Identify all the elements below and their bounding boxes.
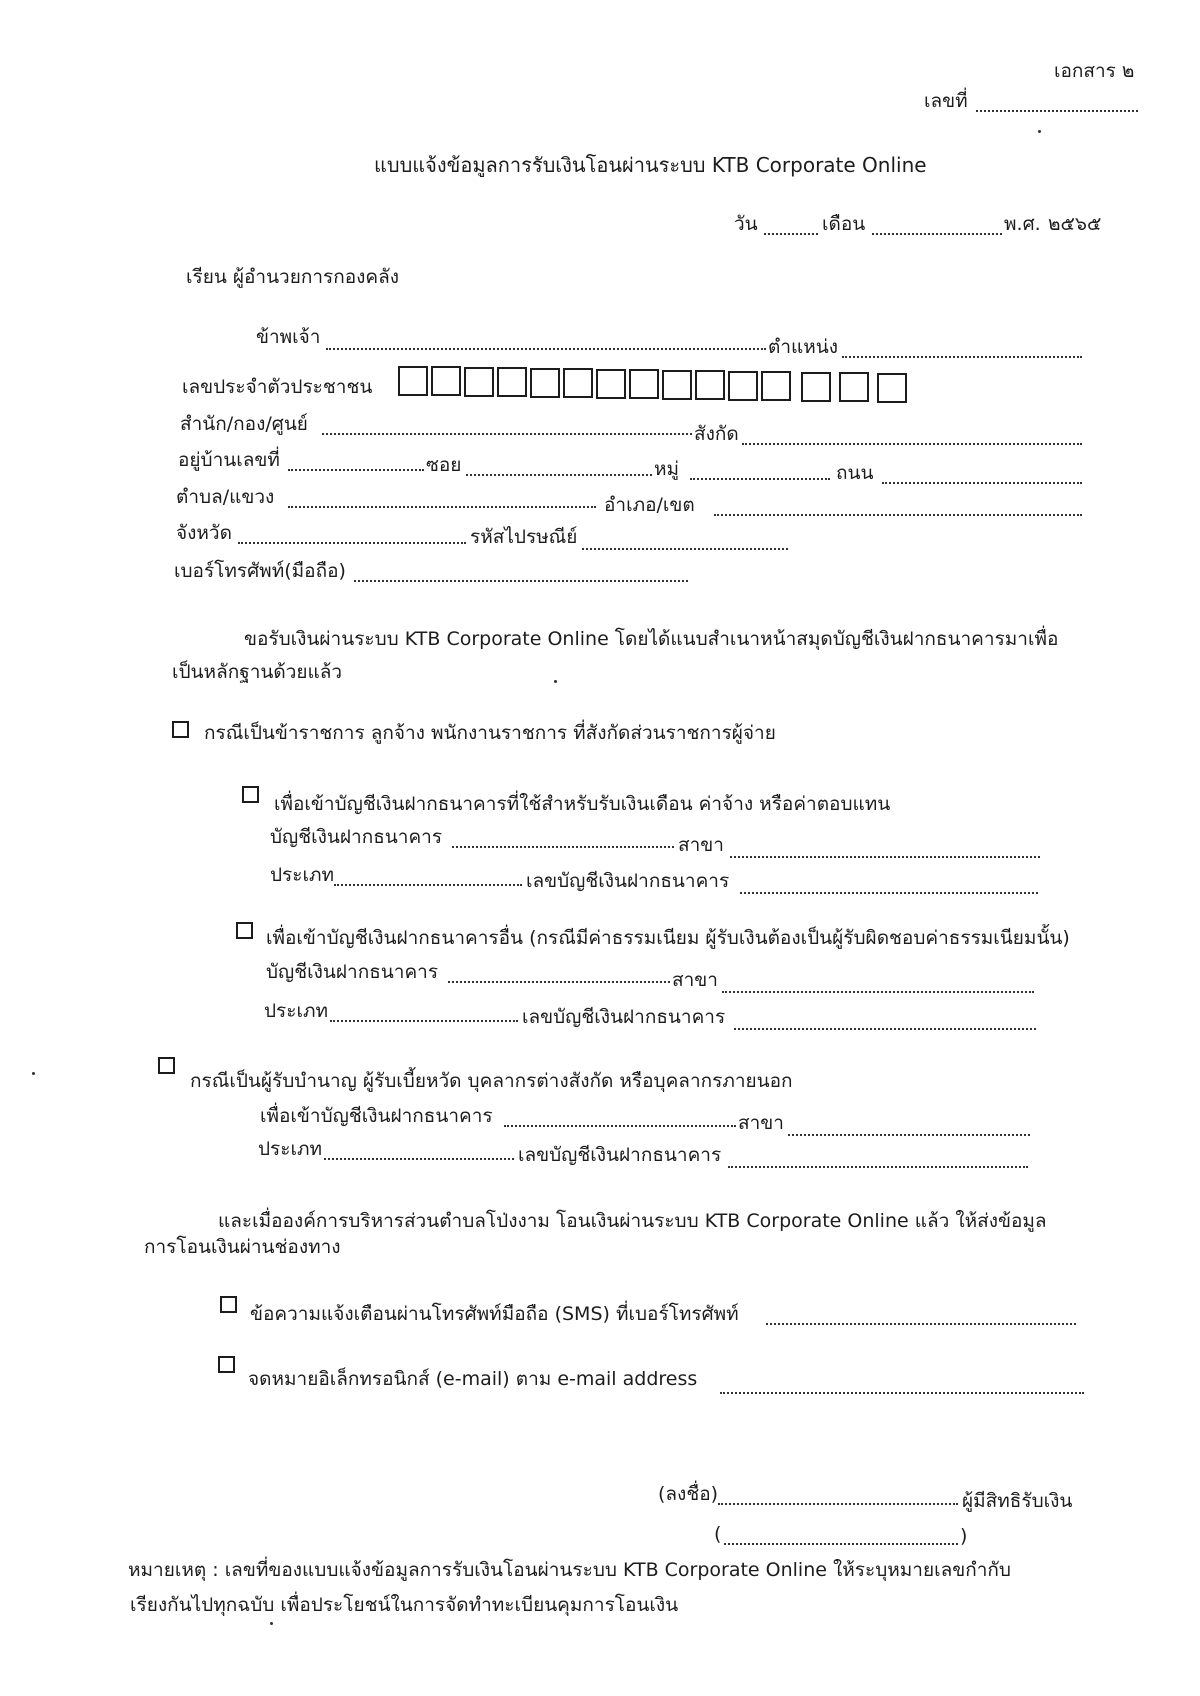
postcode-field[interactable] — [582, 548, 788, 550]
subdistrict-field[interactable] — [288, 506, 596, 508]
sms-phone-field[interactable] — [766, 1323, 1076, 1325]
position-label: ตำแหน่ง — [768, 336, 839, 358]
date-year-label: พ.ศ. — [1004, 213, 1041, 235]
id-digit-box[interactable] — [877, 373, 907, 403]
salary-branch-field[interactable] — [730, 856, 1040, 858]
option-civil-servant-checkbox[interactable] — [172, 721, 189, 738]
signature-name-field[interactable] — [724, 1543, 958, 1545]
id-digit-box[interactable] — [563, 368, 593, 398]
salary-account-number-field[interactable] — [740, 892, 1038, 894]
id-digit-box[interactable] — [695, 370, 725, 400]
footnote-line-2: เรียงกันไปทุกฉบับ เพื่อประโยชน์ในการจัดทำทะเบียนคุมการโอนเงิน — [130, 1594, 679, 1616]
pensioner-bank-label: เพื่อเข้าบัญชีเงินฝากธนาคาร — [260, 1105, 493, 1127]
footnote-line-1: หมายเหตุ : เลขที่ของแบบแจ้งข้อมูลการรับเงินโอนผ่านระบบ KTB Corporate Online ให้ระบุหมายเลขกำกับ — [128, 1559, 1011, 1581]
id-digit-box[interactable] — [728, 371, 758, 401]
soi-label: ซอย — [426, 454, 462, 476]
id-digit-box[interactable] — [629, 369, 659, 399]
request-line-1: ขอรับเงินผ่านระบบ KTB Corporate Online โดยได้แนบสำเนาหน้าสมุดบัญชีเงินฝากธนาคารมาเพื่อ — [244, 628, 1059, 650]
province-field[interactable] — [238, 542, 466, 544]
salary-account-checkbox[interactable] — [242, 786, 259, 803]
id-digit-box[interactable] — [464, 367, 494, 397]
office-label: สำนัก/กอง/ศูนย์ — [180, 413, 308, 435]
id-digit-box[interactable] — [839, 372, 869, 402]
name-field[interactable] — [326, 348, 766, 350]
date-day-field[interactable] — [764, 233, 818, 235]
pensioner-branch-label: สาขา — [738, 1112, 784, 1134]
email-checkbox[interactable] — [218, 1356, 235, 1373]
office-field[interactable] — [322, 433, 692, 435]
signature-label: (ลงชื่อ) — [658, 1483, 719, 1505]
id-digit-box[interactable] — [662, 370, 692, 400]
province-label: จังหวัด — [176, 522, 232, 544]
pensioner-bank-field[interactable] — [504, 1125, 736, 1127]
date-year-value: ๒๕๖๕ — [1048, 213, 1102, 235]
house-number-field[interactable] — [288, 469, 424, 471]
postcode-label: รหัสไปรษณีย์ — [470, 526, 578, 548]
moo-field[interactable] — [690, 478, 830, 480]
date-month-field[interactable] — [872, 233, 1002, 235]
option-civil-servant-label: กรณีเป็นข้าราชการ ลูกจ้าง พนักงานราชการ ที่สังกัดส่วนราชการผู้จ่าย — [204, 722, 776, 744]
signature-name-open-paren: ( — [714, 1523, 722, 1545]
id-number-label: เลขประจำตัวประชาชน — [182, 376, 373, 398]
notify-line-2: การโอนเงินผ่านช่องทาง — [144, 1236, 341, 1258]
document-label: เอกสาร ๒ — [1054, 60, 1135, 82]
id-digit-box[interactable] — [497, 367, 527, 397]
pensioner-branch-field[interactable] — [788, 1134, 1030, 1136]
affiliation-label: สังกัด — [694, 423, 739, 445]
other-account-label: เพื่อเข้าบัญชีเงินฝากธนาคารอื่น (กรณีมีค่าธรรมเนียม ผู้รับเงินต้องเป็นผู้รับผิดชอบค่าธรรมเนียมนั้น) — [266, 927, 1070, 949]
id-digit-box[interactable] — [530, 368, 560, 398]
other-bank-field[interactable] — [448, 981, 670, 983]
salary-account-number-label: เลขบัญชีเงินฝากธนาคาร — [526, 870, 730, 892]
pensioner-type-field[interactable] — [324, 1158, 514, 1160]
salary-account-label: เพื่อเข้าบัญชีเงินฝากธนาคารที่ใช้สำหรับรับเงินเดือน ค่าจ้าง หรือค่าตอบแทน — [274, 793, 891, 815]
sms-checkbox[interactable] — [220, 1296, 237, 1313]
other-account-number-label: เลขบัญชีเงินฝากธนาคาร — [522, 1006, 726, 1028]
scan-speck — [32, 1072, 35, 1075]
salary-bank-field[interactable] — [452, 846, 674, 848]
road-field[interactable] — [882, 482, 1082, 484]
other-type-label: ประเภท — [264, 1000, 329, 1022]
id-digit-box[interactable] — [761, 371, 791, 401]
district-field[interactable] — [714, 514, 1082, 516]
email-label: จดหมายอิเล็กทรอนิกส์ (e-mail) ตาม e-mail address — [248, 1368, 698, 1390]
pensioner-type-label: ประเภท — [258, 1138, 323, 1160]
other-bank-label: บัญชีเงินฝากธนาคาร — [266, 961, 439, 983]
position-field[interactable] — [842, 356, 1082, 358]
other-account-checkbox[interactable] — [236, 922, 253, 939]
document-number-label: เลขที่ — [924, 90, 968, 112]
date-day-label: วัน — [734, 213, 758, 235]
other-branch-field[interactable] — [722, 991, 1034, 993]
id-digit-box[interactable] — [398, 366, 428, 396]
signature-field[interactable] — [718, 1503, 958, 1505]
other-account-number-field[interactable] — [734, 1028, 1036, 1030]
name-label: ข้าพเจ้า — [256, 326, 321, 348]
scan-speck — [1038, 130, 1041, 133]
road-label: ถนน — [836, 462, 874, 484]
signature-role-label: ผู้มีสิทธิรับเงิน — [962, 1490, 1073, 1512]
signature-name-close-paren: ) — [960, 1525, 968, 1547]
moo-label: หมู่ — [654, 458, 680, 480]
notify-line-1: และเมื่อองค์การบริหารส่วนตำบลโป่งงาม โอนเงินผ่านระบบ KTB Corporate Online แล้ว ให้ส่งข้อมูล — [218, 1210, 1047, 1232]
affiliation-field[interactable] — [742, 443, 1082, 445]
document-number-field[interactable] — [976, 110, 1138, 112]
sms-label: ข้อความแจ้งเตือนผ่านโทรศัพท์มือถือ (SMS) ที่เบอร์โทรศัพท์ — [250, 1303, 739, 1325]
other-type-field[interactable] — [330, 1020, 518, 1022]
id-digit-box[interactable] — [801, 372, 831, 402]
soi-field[interactable] — [466, 474, 652, 476]
id-digit-box[interactable] — [431, 366, 461, 396]
option-pensioner-label: กรณีเป็นผู้รับบำนาญ ผู้รับเบี้ยหวัด บุคลากรต่างสังกัด หรือบุคลากรภายนอก — [190, 1070, 793, 1092]
phone-label: เบอร์โทรศัพท์(มือถือ) — [174, 560, 346, 582]
pensioner-account-number-field[interactable] — [728, 1166, 1028, 1168]
option-pensioner-checkbox[interactable] — [158, 1057, 175, 1074]
page-title: แบบแจ้งข้อมูลการรับเงินโอนผ่านระบบ KTB Corporate Online — [374, 153, 927, 177]
request-line-2: เป็นหลักฐานด้วยแล้ว — [172, 661, 343, 683]
other-branch-label: สาขา — [672, 969, 718, 991]
salary-type-field[interactable] — [334, 884, 522, 886]
id-digit-box[interactable] — [596, 369, 626, 399]
salutation: เรียน ผู้อำนวยการกองคลัง — [186, 266, 400, 288]
date-month-label: เดือน — [822, 213, 866, 235]
phone-field[interactable] — [354, 580, 688, 582]
pensioner-account-number-label: เลขบัญชีเงินฝากธนาคาร — [518, 1144, 722, 1166]
district-label: อำเภอ/เขต — [604, 494, 695, 516]
scan-speck — [554, 680, 557, 683]
salary-bank-label: บัญชีเงินฝากธนาคาร — [270, 826, 443, 848]
house-number-label: อยู่บ้านเลขที่ — [178, 449, 280, 471]
email-address-field[interactable] — [720, 1392, 1084, 1394]
subdistrict-label: ตำบล/แขวง — [176, 486, 275, 508]
scan-speck — [270, 1622, 273, 1625]
salary-type-label: ประเภท — [270, 864, 335, 886]
salary-branch-label: สาขา — [678, 834, 724, 856]
